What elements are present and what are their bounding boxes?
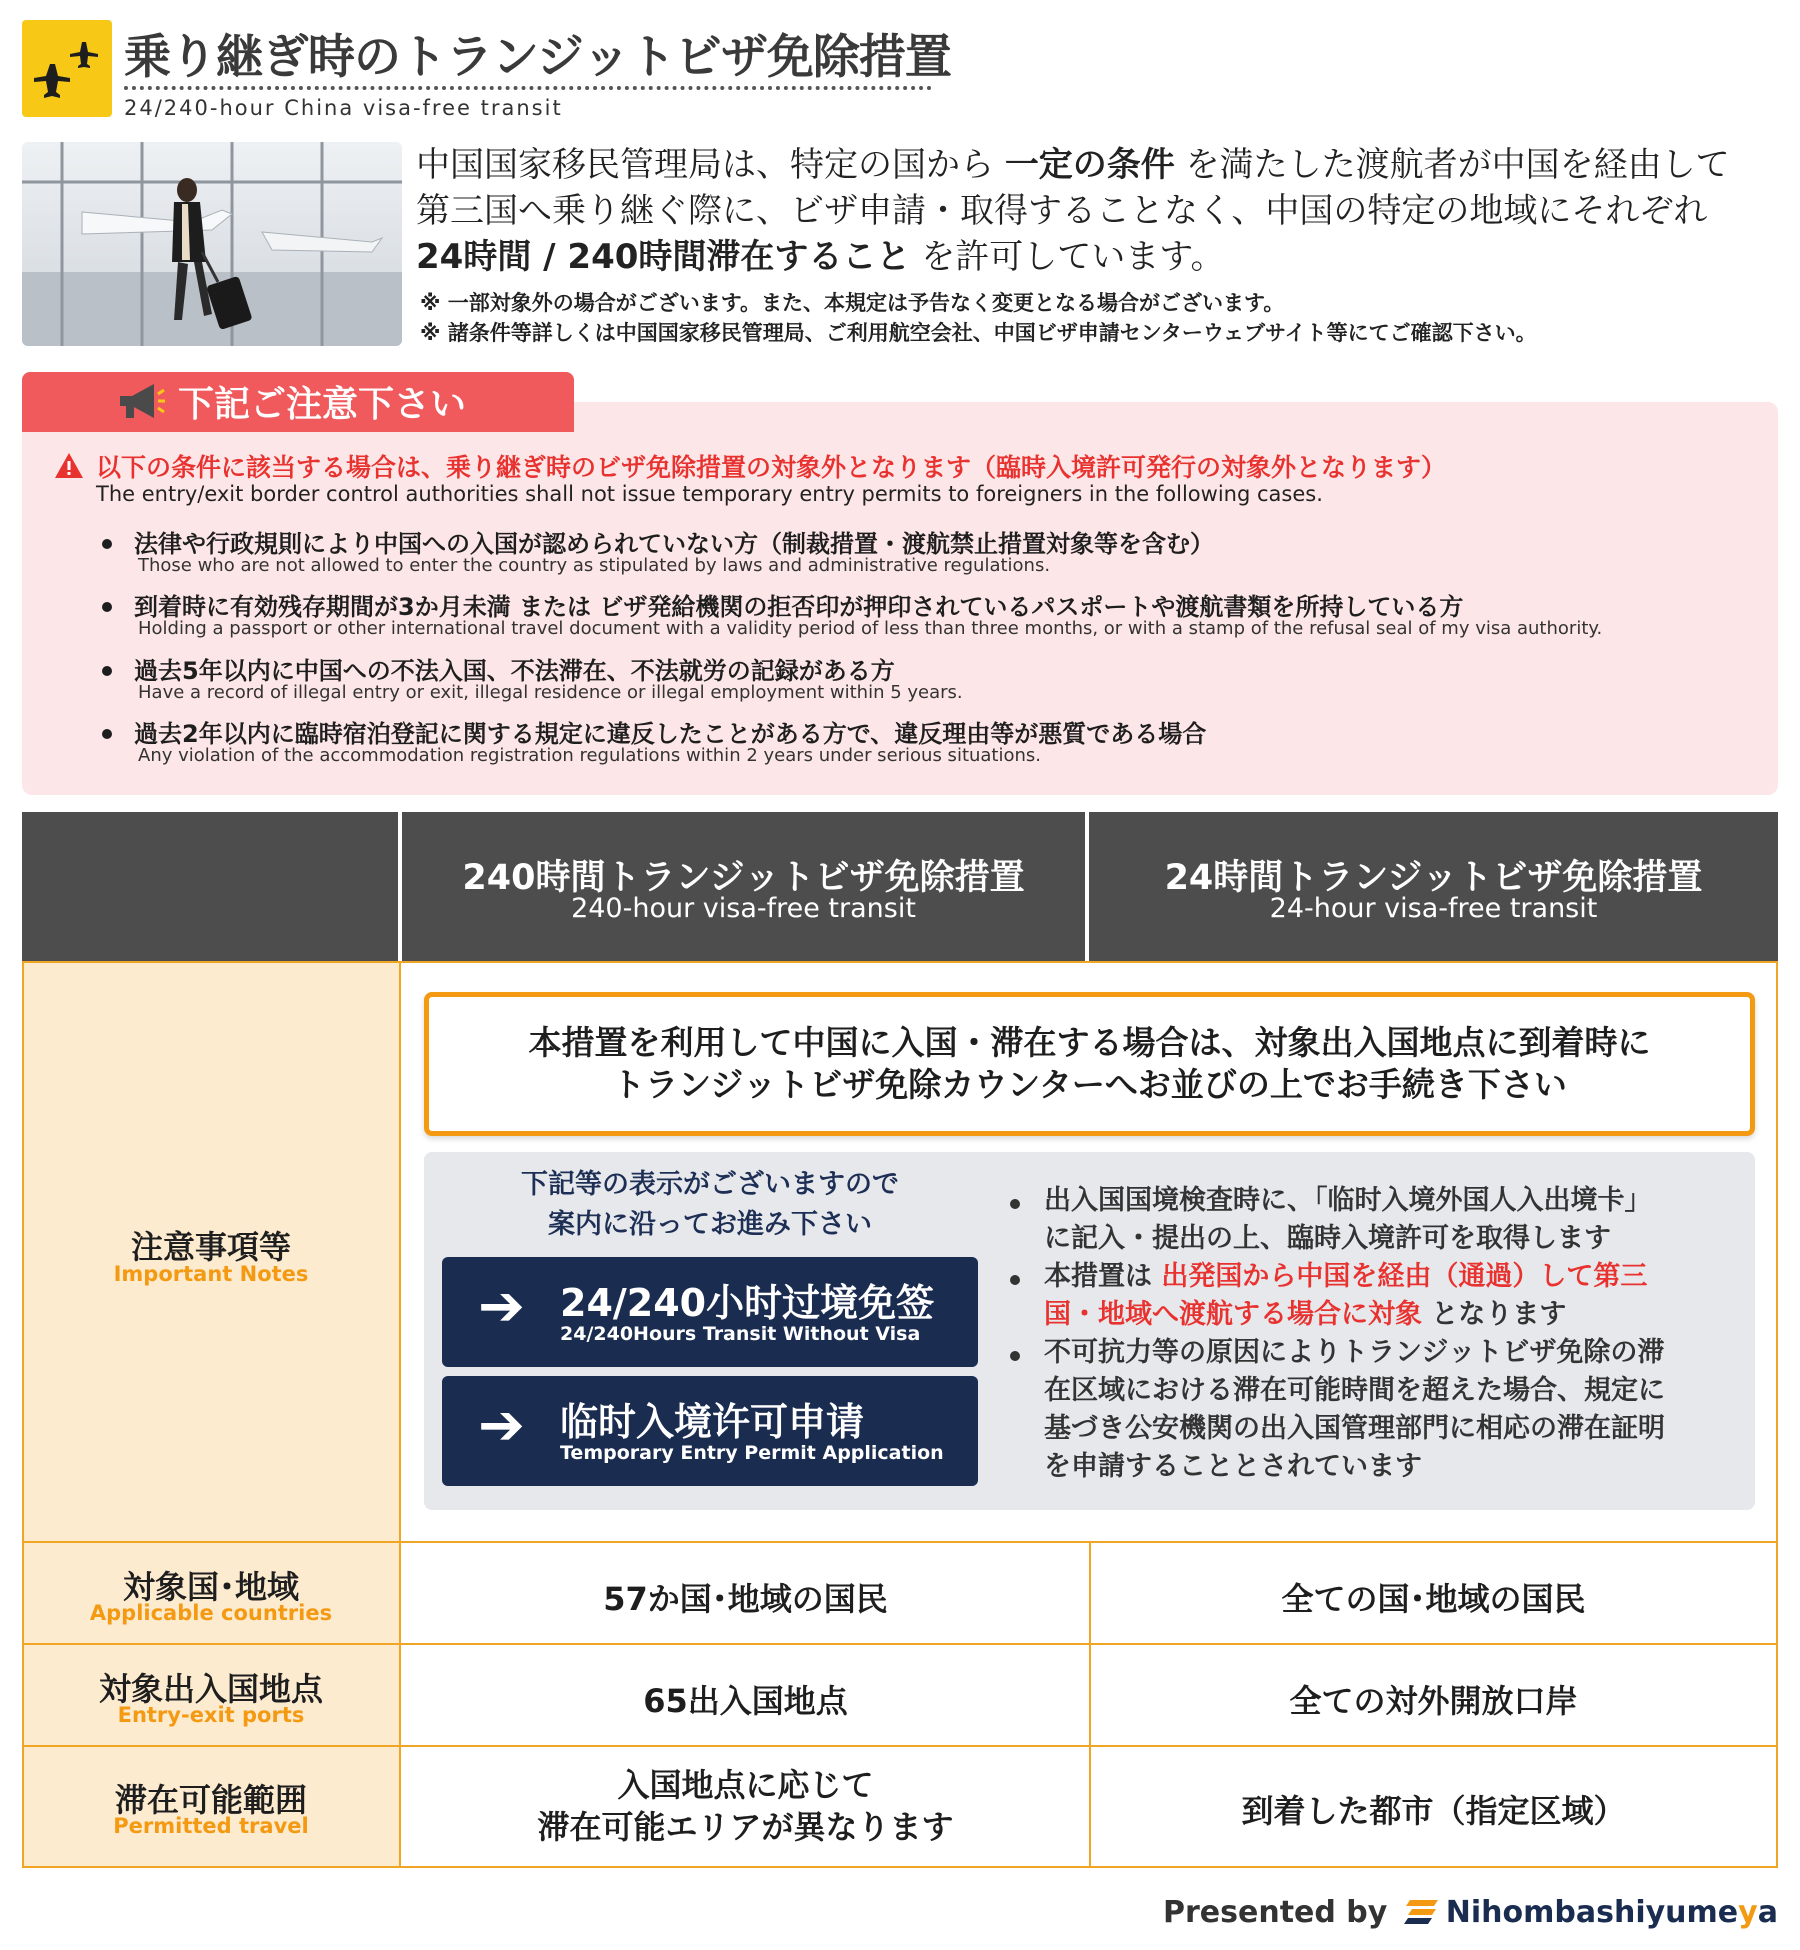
row-label-ports-en: Entry-exit ports [117, 1703, 305, 1727]
table-header-blank [22, 812, 398, 962]
column-title-24: 24時間トランジットビザ免除措置 [1164, 858, 1703, 898]
bullet-dot [102, 539, 112, 549]
traveler-photo [22, 142, 402, 346]
permit-sign-label: 临时入境许可申请 [560, 1400, 865, 1444]
table-rule [1776, 962, 1778, 1868]
column-title-240: 240時間トランジットビザ免除措置 [462, 858, 1025, 898]
caution-item-en: Holding a passport or other international travel document with a validity period of less than three months, or with a stamp of the refusal seal of my visa authority. [138, 618, 1603, 639]
cell-24-countries: 全ての国･地域の国民 [1281, 1580, 1586, 1618]
arrow-right-icon: ➔ [478, 1393, 525, 1458]
row-label-notes-en: Important Notes [113, 1262, 309, 1286]
title-divider [124, 86, 932, 90]
caution-warning: 以下の条件に該当する場合は、乗り継ぎ時のビザ免除措置の対象外となります（臨時入境許可発行の対象外となります） [96, 453, 1447, 482]
row-label-ports: 対象出入国地点 [98, 1670, 323, 1708]
caution-item-en: Any violation of the accommodation registration regulations within 2 years under serious situations. [138, 745, 1042, 766]
note-bullet: 本措置は 出発国から中国を経由（通過）して第三 国・地域へ渡航する場合に対象 となります [1044, 1261, 1648, 1330]
caution-tab-label: 下記ご注意下さい [178, 384, 467, 425]
caution-item-en: Those who are not allowed to enter the country as stipulated by laws and administrative regulations. [138, 555, 1051, 576]
bullet-dot [102, 729, 112, 739]
table-rule [22, 1745, 1778, 1747]
permit-sign-label-en: Temporary Entry Permit Application [560, 1442, 944, 1464]
caution-item: 過去2年以内に臨時宿泊登記に関する規定に違反したことがある方で、違反理由等が悪質である場合 [134, 720, 1207, 748]
header-icon-box [22, 20, 112, 117]
bullet-dot [1010, 1199, 1020, 1209]
caution-item: 過去5年以内に中国への不法入国、不法滞在、不法就労の記録がある方 [134, 657, 895, 685]
table-rule [22, 962, 24, 1868]
procedure-notice-text: 本措置を利用して中国に入国・滞在する場合は、対象出入国地点に到着時に トランジットビザ免除カウンターへお並びの上でお手続き下さい [528, 1023, 1651, 1104]
guidance-title: 下記等の表示がございますので 案内に沿ってお進み下さい [521, 1169, 899, 1240]
table-rule [399, 962, 401, 1868]
row-label-travel: 滞在可能範囲 [114, 1781, 307, 1819]
warning-icon [54, 452, 84, 479]
bullet-dot [102, 602, 112, 612]
page-title: 乗り継ぎ時のトランジットビザ免除措置 [124, 30, 951, 85]
cell-240-travel: 入国地点に応じて 滞在可能エリアが異なります [537, 1766, 954, 1846]
brand-logo-icon [1402, 1896, 1442, 1926]
page-subtitle: 24/240-hour China visa-free transit [124, 96, 563, 120]
table-rule [22, 1866, 1778, 1868]
arrow-right-icon: ➔ [478, 1274, 525, 1339]
cell-240-ports: 65出入国地点 [643, 1682, 848, 1720]
intro-note: ※ 諸条件等詳しくは中国国家移民管理局、ご利用航空会社、中国ビザ申請センターウェブサイト等にてご確認下さい。 [420, 321, 1537, 345]
caution-item: 法律や行政規則により中国への入国が認められていない方（制裁措置・渡航禁止措置対象等を含む） [134, 530, 1214, 558]
caution-item-en: Have a record of illegal entry or exit, illegal residence or illegal employment within 5 years. [138, 682, 963, 703]
note-bullet: 出入国国境検査時に、「临时入境外国人入出境卡」 に記入・提出の上、臨時入境許可を取得します [1044, 1185, 1652, 1254]
note-bullet: 不可抗力等の原因によりトランジットビザ免除の滞 在区域における滞在可能時間を超えた場合、規定に 基づき公安機関の出入国管理部門に相応の滞在証明 を申請することとされています [1044, 1337, 1665, 1482]
bullet-dot [1010, 1351, 1020, 1361]
intro-paragraph: 中国国家移民管理局は、特定の国から 一定の条件 を満たした渡航者が中国を経由して 第三国へ乗り継ぐ際に、ビザ申請・取得することなく、中国の特定の地域にそれぞれ 24時間 / 240時間滞在すること を許可しています。 [416, 145, 1730, 277]
table-rule [22, 1643, 1778, 1645]
bullet-dot [1010, 1275, 1020, 1285]
megaphone-icon [114, 378, 166, 424]
airplanes-icon [22, 20, 112, 117]
row-label-travel-en: Permitted travel [113, 1814, 309, 1838]
row-label-notes: 注意事項等 [130, 1228, 291, 1266]
table-rule [22, 1541, 1778, 1543]
cell-240-countries: 57か国･地域の国民 [603, 1580, 888, 1618]
row-label-countries-en: Applicable countries [89, 1601, 333, 1625]
caution-warning-en: The entry/exit border control authorities shall not issue temporary entry permits to foreigners in the following cases. [96, 482, 1323, 506]
label-column [22, 962, 400, 1867]
cell-24-travel: 到着した都市（指定区域） [1241, 1792, 1626, 1830]
column-subtitle-240: 240-hour visa-free transit [571, 893, 916, 924]
intro-note: ※ 一部対象外の場合がございます。また、本規定は予告なく変更となる場合がございます。 [420, 291, 1285, 315]
caution-item: 到着時に有効残存期間が3か月未満 または ビザ発給機関の拒否印が押印されているパスポートや渡航書類を所持している方 [134, 593, 1464, 621]
cell-24-ports: 全ての対外開放口岸 [1289, 1682, 1578, 1720]
bullet-dot [102, 666, 112, 676]
table-rule [22, 961, 1778, 963]
transit-sign-label: 24/240小时过境免签 [560, 1281, 935, 1325]
transit-sign-label-en: 24/240Hours Transit Without Visa [560, 1323, 921, 1345]
row-label-countries: 対象国･地域 [122, 1568, 299, 1606]
column-subtitle-24: 24-hour visa-free transit [1269, 893, 1598, 924]
footer-credit: Presented by Nihombashiyumeya [1163, 1895, 1778, 1930]
